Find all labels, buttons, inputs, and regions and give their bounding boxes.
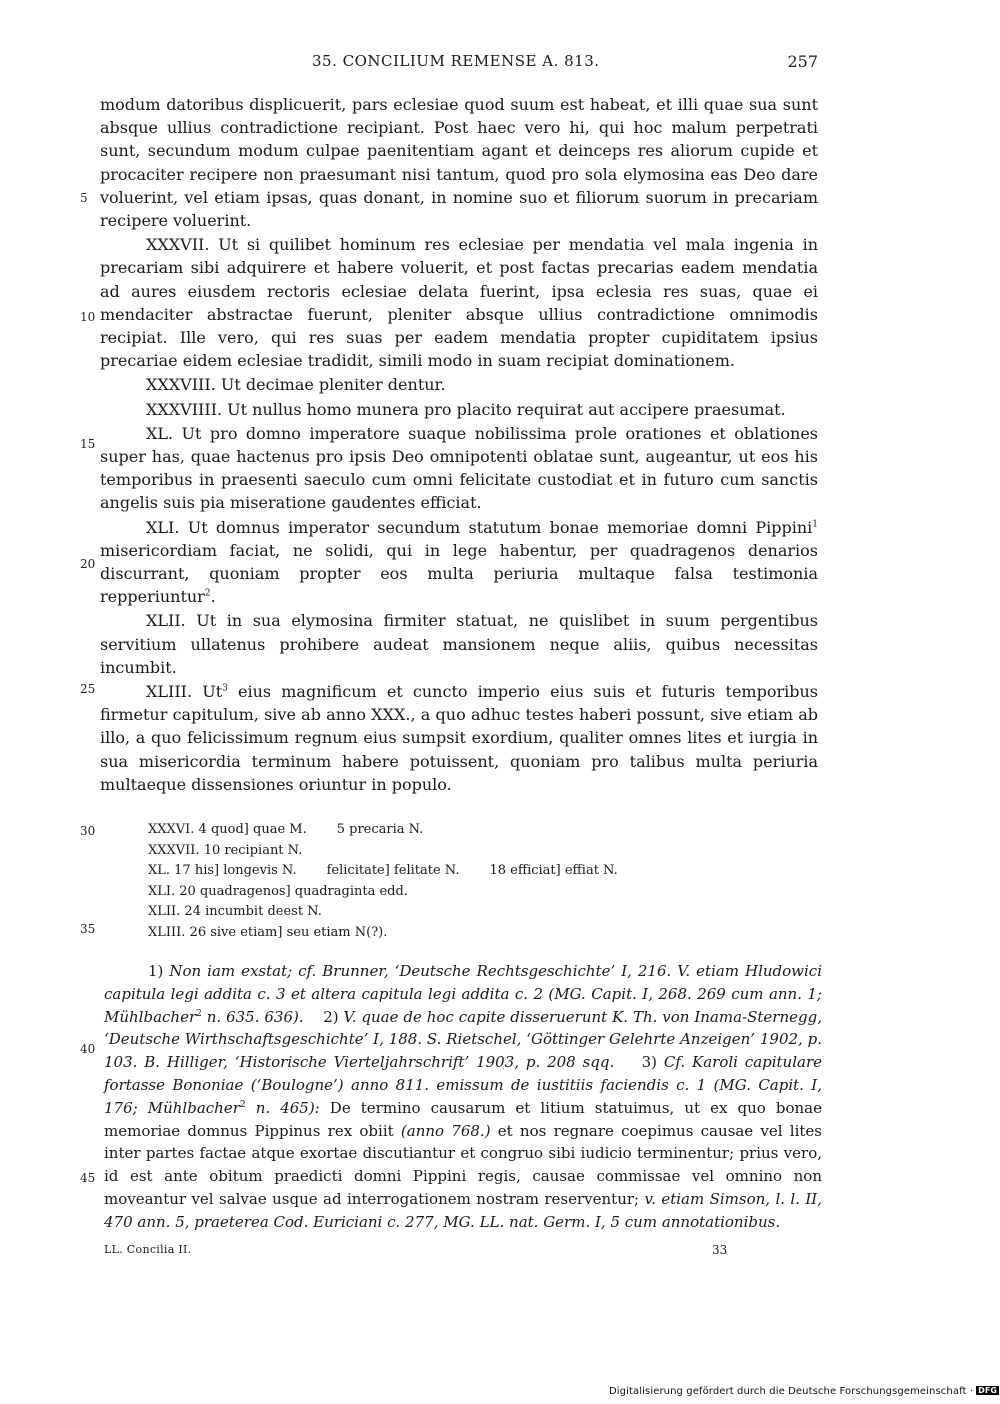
apparatus-line	[148, 861, 708, 882]
funding-note	[609, 1386, 999, 1397]
footnote-2-number: 2)	[323, 1007, 339, 1026]
footnote-2-text: V. quae de hoc capite disseruerunt K. Th. von Inama-Sternegg, ‘Deutsche Wirthschaftsgeschichte’ I, 188. S. Rietschel, ‘Göttinger Gelehrte Anzeigen’ 1902, p. 103. B. Hilliger, ‘Historische Vierteljahrschrift’ 1903, p. 208 sqq.	[104, 1007, 822, 1072]
footnote-1-text: Non iam exstat; cf. Brunner, ‘Deutsche Rechtsgeschichte’ I, 216. V. etiam Hludowici capitula legi addita c. 3 et altera capitula legi addita c. 2 (MG. Capit. I, 268. 269 cum ann. 1; Mühlbacher	[104, 962, 822, 1026]
apparatus-entry: XXXVII. 10 recipiant N.	[148, 842, 303, 858]
apparatus-entry: 18 efficiat] effiat N.	[489, 863, 618, 879]
apparatus-line	[148, 841, 708, 862]
chapter-xli-text-a: XLI. Ut domnus imperator secundum statutum bonae memoriae domni Pippini	[146, 517, 813, 537]
apparatus-entry: XLII. 24 incumbit deest N.	[148, 904, 322, 920]
chapter-xxxviiii: XXXVIIII. Ut nullus homo munera pro placito requirat aut accipere praesumat.	[146, 399, 786, 419]
footnote-ref-1: 1	[812, 519, 818, 530]
footnote-1-sup: 2	[196, 1008, 202, 1019]
chapter-xli-text-b: misericordiam faciat, ne solidi, qui in lege habentur, per quadragenos denarios discurrant, quoniam propter eos multa periuria multaque falsa testimonia repperiuntur	[100, 540, 818, 607]
chapter-xli-text-c: .	[210, 587, 216, 607]
line-number: 25	[80, 682, 96, 696]
critical-apparatus	[148, 820, 708, 944]
chapter-xxxvii: XXXVII. Ut si quilibet hominum res eclesiae per mendatia vel mala ingenia in precariam sibi adquirere et habere voluerit, et post factas precarias eadem mendatia ad aures eiusdem rectoris eclesiae delata fuerint, ipsa eclesia res suas, quae ei mendaciter abstractae fuerunt, pleniter absque ullius contradictione omnimodis recipiat. Ille vero, qui res suas per eadem mendatia propter cupiditatem ipsius precariae eidem eclesiae tradidit, simili modo in suam recipiat dominationem.	[100, 235, 818, 371]
chapter-xxxviii: XXXVIII. Ut decimae pleniter dentur.	[146, 375, 446, 395]
chapter-xliii-text-a: XLIII. Ut	[146, 682, 223, 702]
apparatus-entry: XLIII. 26 sive etiam] seu etiam N(?).	[148, 924, 388, 940]
apparatus-entry: XL. 17 his] longevis N.	[148, 863, 297, 879]
line-number: 30	[80, 824, 96, 838]
funding-text: Digitalisierung gefördert durch die Deutsche Forschungsgemeinschaft ·	[609, 1386, 974, 1397]
footnote-3-sup: 2	[239, 1099, 246, 1110]
running-title: 35. CONCILIUM REMENSE A. 813.	[312, 52, 600, 70]
footnote-3-quote-a: De termino causarum et litium statuimus, ut ex quo bonae memoriae domnus Pippinus rex obiit	[104, 1098, 822, 1140]
chapter-xliii	[100, 680, 818, 796]
apparatus-entry: XLI. 20 quadragenos] quadraginta edd.	[148, 883, 408, 899]
footnote-ref-2: 2	[204, 588, 211, 599]
footnote-3-text: Cf. Karoli capitulare fortasse Bononiae (‘Boulogne’) anno 811. emissum de iustitiis faciendis c. 1 (MG. Capit. I, 176; Mühlbacher	[104, 1053, 823, 1117]
line-number: 40	[80, 1042, 96, 1056]
apparatus-entry: XXXVI. 4 quod] quae M.	[148, 822, 307, 837]
apparatus-line	[148, 820, 708, 841]
main-text	[100, 93, 818, 796]
apparatus-line	[148, 902, 708, 923]
line-number: 5	[80, 191, 88, 205]
page-header	[100, 52, 820, 76]
footnote-3-year: (anno 768.)	[400, 1121, 491, 1140]
apparatus-entry: felicitate] felitate N.	[326, 863, 460, 879]
footnotes	[104, 960, 822, 1234]
signature-number: 33	[712, 1243, 728, 1257]
signature-label: LL. Concilia II.	[104, 1243, 192, 1256]
apparatus-entry: 5 precaria N.	[336, 822, 424, 837]
apparatus-line	[148, 882, 708, 903]
line-number: 10	[80, 310, 96, 324]
line-number: 45	[80, 1171, 96, 1185]
apparatus-line	[148, 923, 708, 944]
footnote-3-quote-b: et nos regnare coepimus causae vel lites inter partes factae atque exortae discutiantur et congruo sibi iudicio terminentur; prius vero, id est ante obitum praedicti domni Pippini regis, causae commissae vel omnino non moveantur vel salvae usque ad interrogationem nostram reserventur;	[104, 1121, 822, 1208]
dfg-logo: DFG	[978, 1386, 998, 1395]
line-number: 20	[80, 557, 96, 571]
footnote-3-tail: n. 465):	[245, 1098, 320, 1117]
footnote-3-number: 3)	[641, 1053, 658, 1072]
line-number: 15	[80, 437, 96, 451]
footnote-1-number: 1)	[148, 962, 164, 980]
chapter-xli	[100, 516, 818, 609]
footnote-block	[104, 960, 822, 1234]
line-number: 35	[80, 922, 96, 936]
footnote-1-tail: n. 635. 636).	[201, 1007, 304, 1026]
chapter-xlii: XLII. Ut in sua elymosina firmiter statuat, ne quislibet in suum pergentibus servitium ullatenus prohibere audeat mansionem neque aliis, quibus necessitas incumbit.	[100, 611, 818, 677]
chapter-xl: XL. Ut pro domno imperatore suaque nobilissima prole orationes et oblationes super has, quae hactenus pro ipsis Deo omnipotenti oblatae sunt, augeantur, ut eos his temporibus in praesenti saeculo cum omni felicitate custodiat et in futuro cum sanctis angelis suis pia miseratione gaudentes efficiat.	[100, 423, 818, 513]
paragraph-continuation: modum datoribus displicuerit, pars eclesiae quod suum est habeat, et illi quae sua sunt absque ullius contradictione recipiant. Post haec vero hi, qui hoc malum perpetrati sunt, secundum modum culpae paenitentiam agant et deinceps res aliorum cupide et procaciter recipere non praesumant nisi tantum, quod pro sola elymosina eas Deo dare voluerint, vel etiam ipsas, quas donant, in nomine suo et filiorum suorum in precariam recipere voluerint.	[100, 95, 818, 231]
footnote-3-end: v. etiam Simson, l. l. II, 470 ann. 5, praeterea Cod. Euriciani c. 277, MG. LL. nat. Germ. I, 5 cum annotationibus.	[104, 1189, 822, 1231]
page-number: 257	[787, 52, 818, 71]
footnote-ref-3: 3	[222, 683, 228, 694]
chapter-xliii-text-b: eius magnificum et cuncto imperio eius suis et futuris temporibus firmetur capitulum, sive ab anno XXX., a quo adhuc testes haberi possunt, sive etiam ab illo, a quo felicissimum regnum eius sumpsit exordium, qualiter omnes lites et iurgia in sua misericordia terminum habere potuissent, quoniam pro talibus multa periuria multaeque dissensiones oriuntur in populo.	[100, 682, 818, 794]
